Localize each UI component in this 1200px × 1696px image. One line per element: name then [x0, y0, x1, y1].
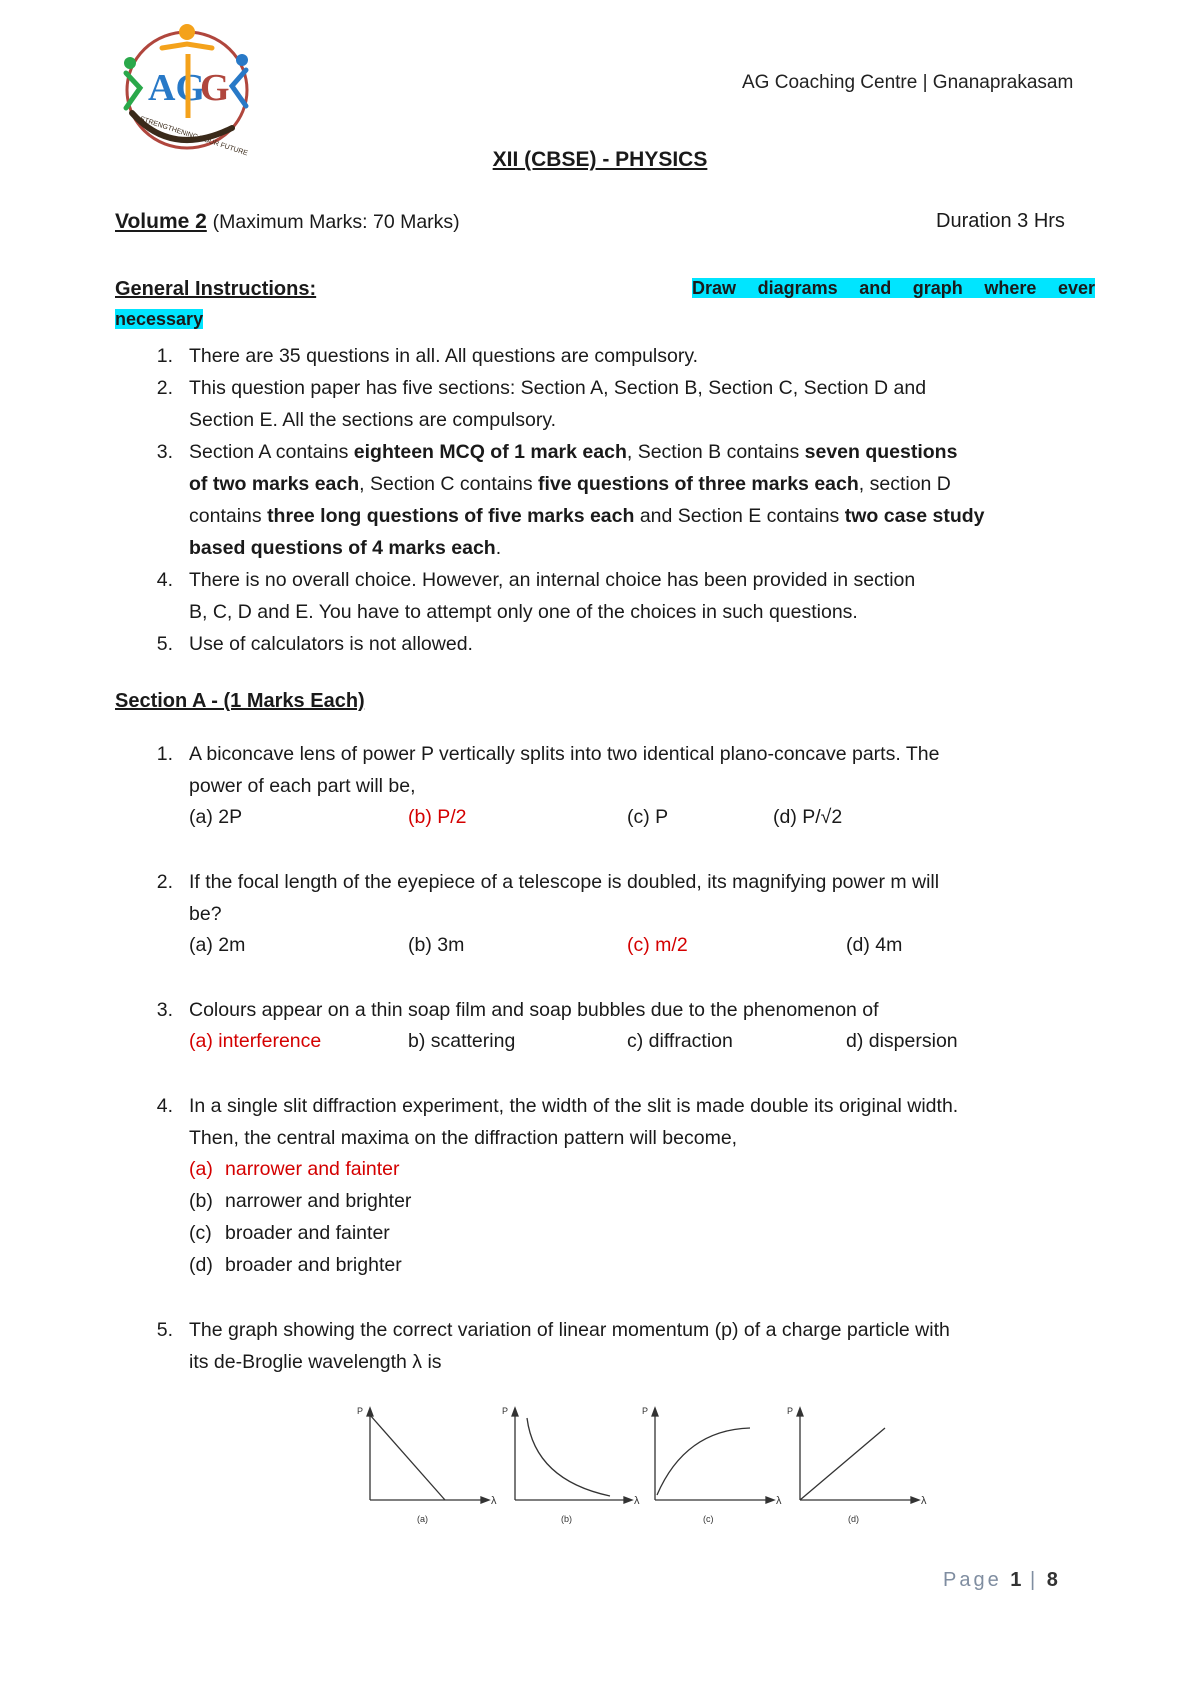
graph-c-x-label: λ — [776, 1495, 782, 1507]
q2-option-d: (d) 4m — [846, 934, 903, 956]
q4-option-c: broader and fainter — [225, 1222, 390, 1244]
draw-diagrams-note: Draw diagrams and graph where ever — [692, 278, 1095, 298]
page-word: Page — [943, 1569, 1002, 1591]
graph-a-x-label: λ — [491, 1495, 497, 1507]
q1-option-c: (c) P — [627, 806, 669, 828]
q2-option-b: (b) 3m — [408, 934, 465, 956]
ag-logo — [112, 18, 262, 168]
q4-option-b: narrower and brighter — [225, 1190, 412, 1212]
q4-option-c-label: (c) — [189, 1222, 212, 1244]
graph-b-x-label: λ — [634, 1495, 640, 1507]
max-marks: (Maximum Marks: 70 Marks) — [212, 211, 460, 233]
duration: Duration 3 Hrs — [936, 210, 1065, 232]
svg-text:G: G — [200, 67, 230, 109]
graph-d-x-label: λ — [921, 1495, 927, 1507]
graph-b — [512, 1408, 632, 1503]
q4-option-d-label: (d) — [189, 1254, 213, 1276]
q4-option-a: narrower and fainter — [225, 1158, 400, 1180]
q4-option-a-label: (a) — [189, 1158, 213, 1180]
logo-letter-a: AG — [148, 67, 205, 109]
q3-option-a: (a) interference — [189, 1030, 322, 1052]
graph-a — [367, 1408, 489, 1503]
q3-option-b: b) scattering — [408, 1030, 516, 1052]
graph-d-caption: (d) — [848, 1514, 859, 1524]
graph-b-y-label: P — [502, 1406, 509, 1416]
graph-d-y-label: P — [787, 1406, 794, 1416]
volume-label: Volume 2 — [115, 210, 207, 233]
q1-option-a: (a) 2P — [189, 806, 243, 828]
paper-title: XII (CBSE) - PHYSICS — [492, 148, 708, 171]
logo-caption: STRENGTHENING YOUR FUTURE — [138, 115, 249, 158]
page-total: 8 — [1046, 1569, 1058, 1591]
q3-option-d: d) dispersion — [846, 1030, 958, 1052]
coaching-centre-name: AG Coaching Centre | Gnanaprakasam — [742, 72, 1074, 93]
q2-option-a: (a) 2m — [189, 934, 246, 956]
general-instructions-heading: General Instructions: — [115, 278, 317, 300]
volume-line — [115, 210, 460, 234]
q5-graphs — [345, 1400, 945, 1530]
graph-d — [797, 1408, 919, 1503]
q1-option-d: (d) P/√2 — [773, 806, 843, 828]
q3-option-c: c) diffraction — [627, 1030, 733, 1052]
page-current: 1 — [1010, 1569, 1022, 1591]
q4-option-d: broader and brighter — [225, 1254, 402, 1276]
graph-c-y-label: P — [642, 1406, 649, 1416]
draw-diagrams-note-cont: necessary — [115, 309, 204, 329]
graph-c — [652, 1408, 774, 1503]
page-footer — [943, 1569, 1058, 1592]
section-a-heading: Section A - (1 Marks Each) — [115, 690, 365, 712]
q2-option-c: (c) m/2 — [627, 934, 688, 956]
q4-option-b-label: (b) — [189, 1190, 213, 1212]
graph-b-caption: (b) — [561, 1514, 572, 1524]
graph-c-caption: (c) — [703, 1514, 714, 1524]
q1-option-b: (b) P/2 — [408, 806, 467, 828]
graph-a-y-label: P — [357, 1406, 364, 1416]
page-sep: | — [1029, 1569, 1039, 1591]
graph-a-caption: (a) — [417, 1514, 428, 1524]
